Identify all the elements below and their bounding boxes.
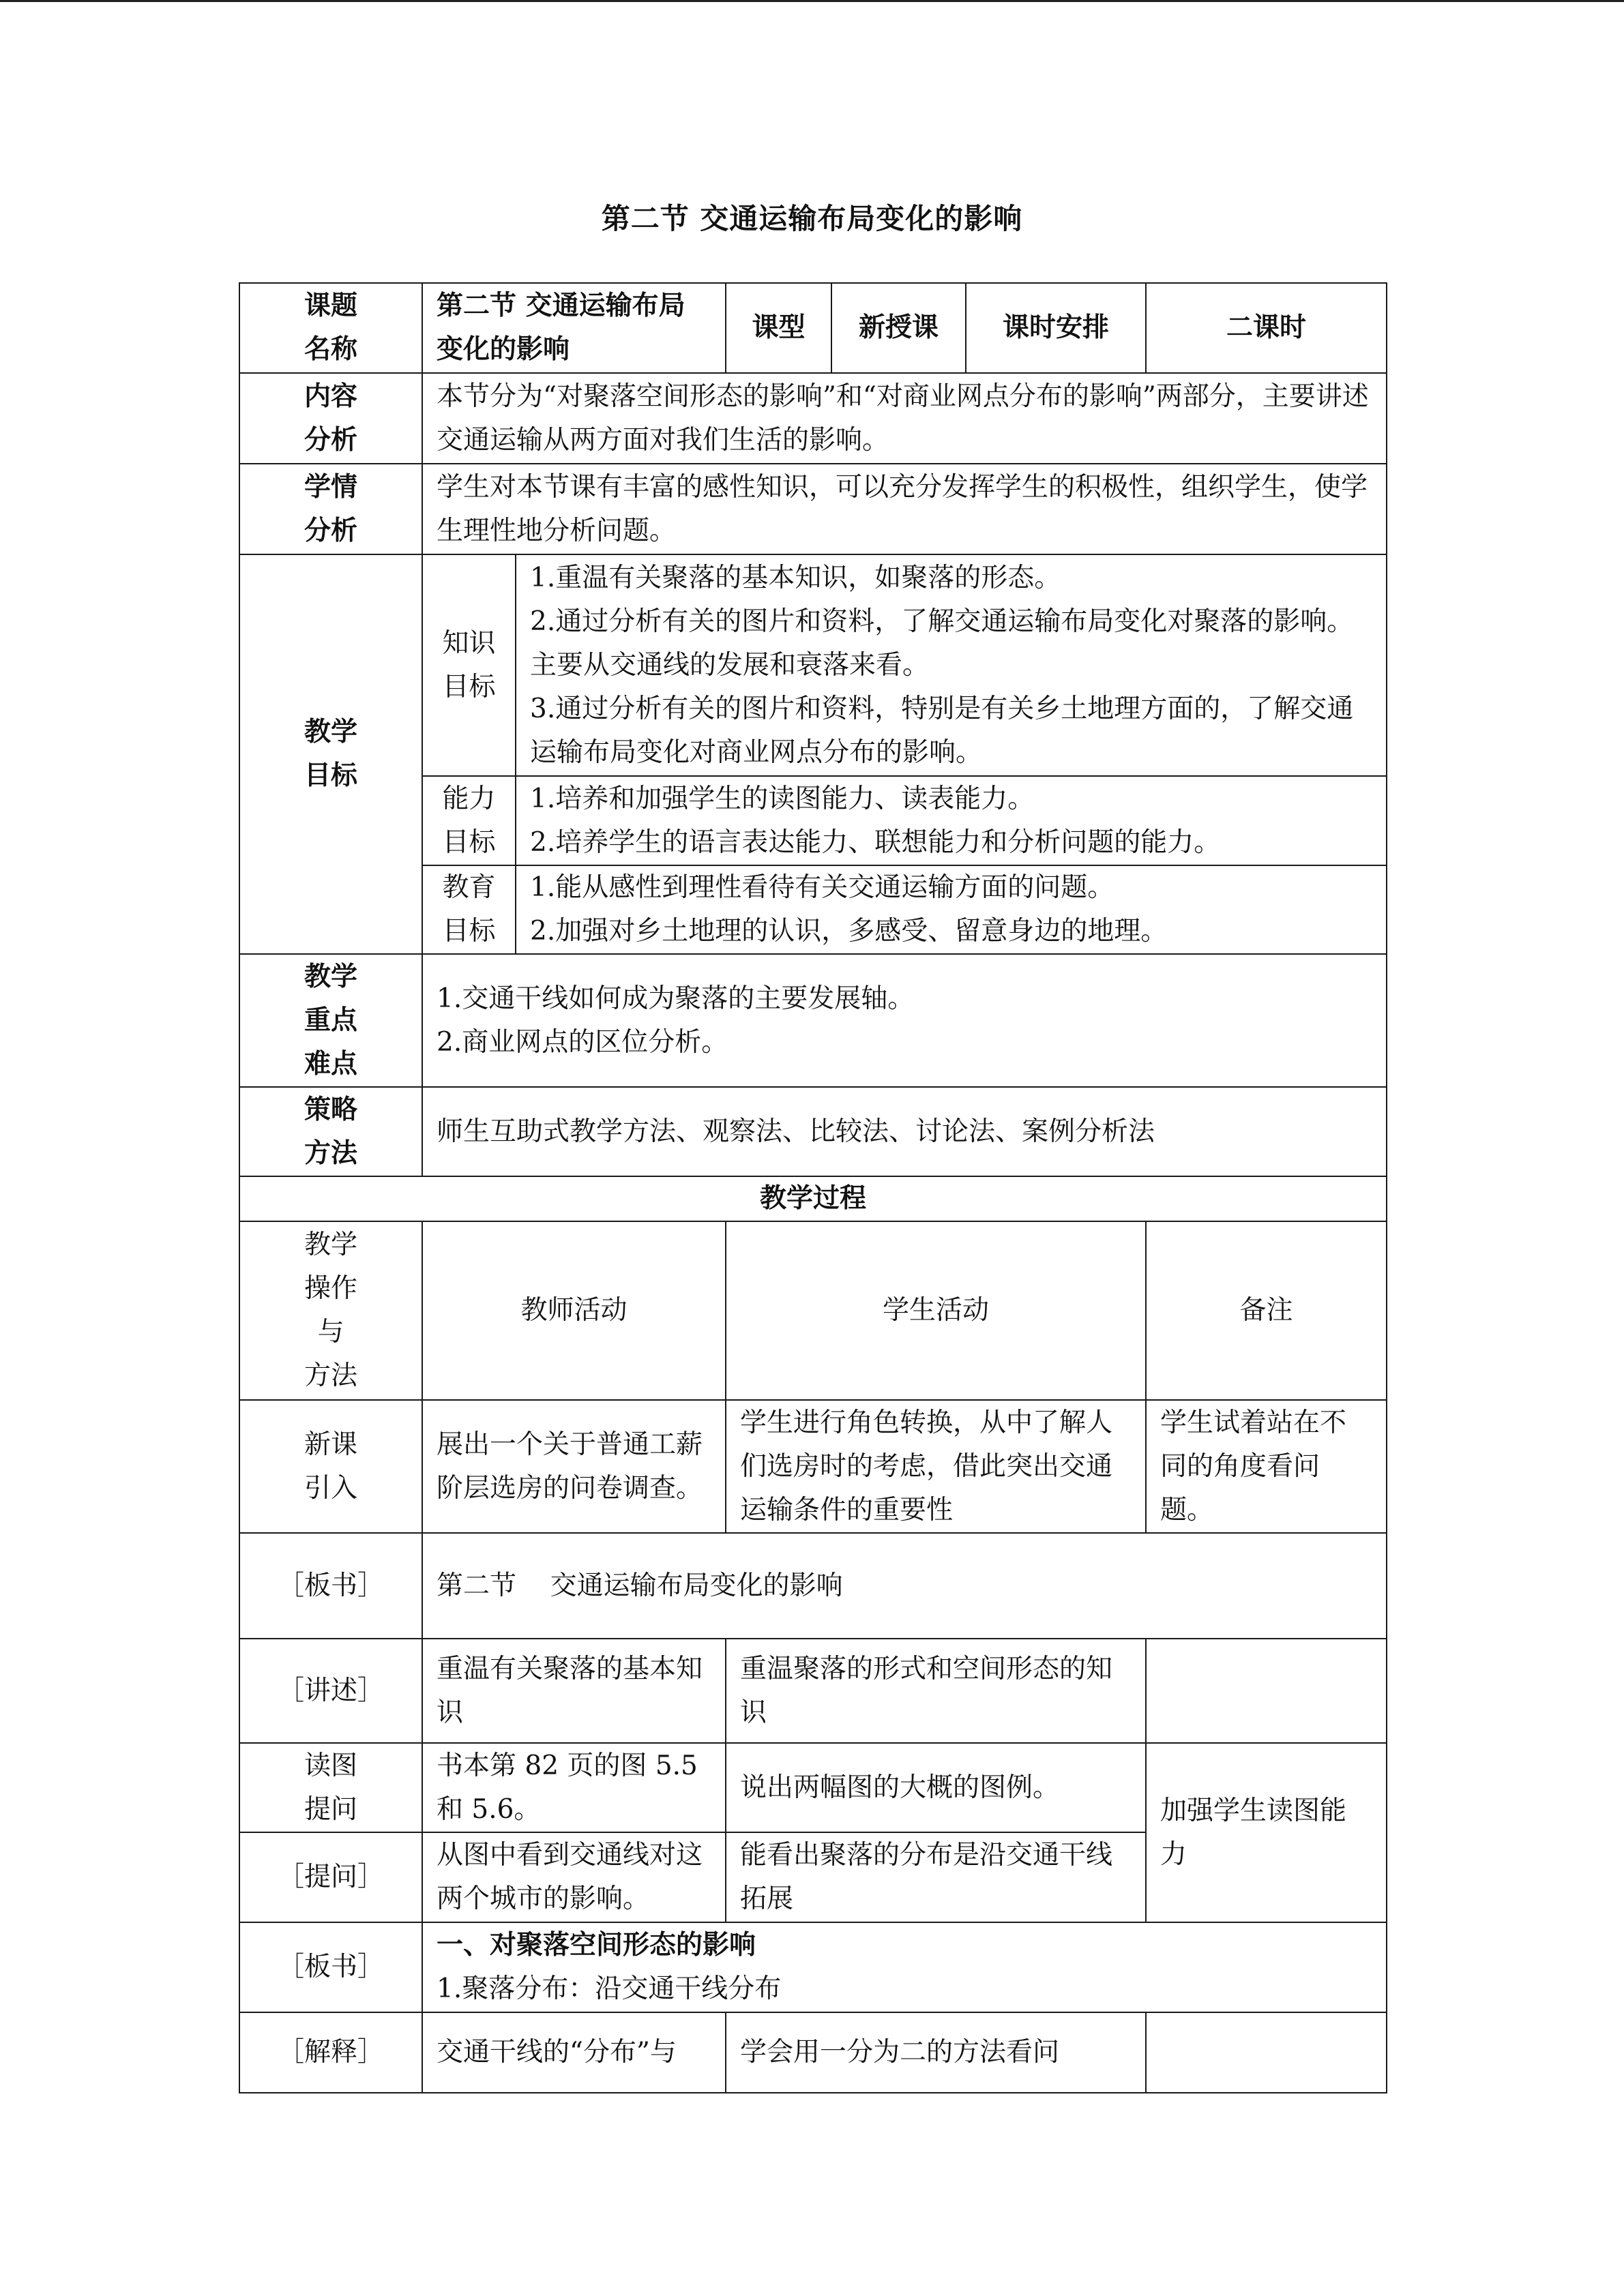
knowledge-objective-row — [239, 554, 1387, 776]
teacher-activity: 展出一个关于普通工薪阶层选房的问卷调查。 — [422, 1400, 726, 1533]
board-heading: 一、对聚落空间形态的影响 — [437, 1930, 756, 1960]
student-analysis-row — [239, 464, 1387, 554]
type-value: 新授课 — [831, 283, 966, 373]
note: 学生试着站在不同的角度看问题。 — [1146, 1400, 1387, 1533]
note — [1146, 2012, 1387, 2093]
step-label: ［讲述］ — [239, 1639, 422, 1743]
col-header-teacher: 教师活动 — [422, 1221, 726, 1400]
step-label: ［板书］ — [239, 1922, 422, 2012]
education-item: 1.能从感性到理性看待有关交通运输方面的问题。 — [530, 872, 1114, 903]
process-heading: 教学过程 — [239, 1176, 1387, 1221]
step-label: ［板书］ — [239, 1533, 422, 1639]
hours-value: 二课时 — [1146, 283, 1387, 373]
student-analysis-text: 学生对本节课有丰富的感性知识，可以充分发挥学生的积极性，组织学生，使学生理性地分析问题。 — [422, 464, 1387, 554]
strategy-row — [239, 1087, 1387, 1176]
process-row-intro — [239, 1400, 1387, 1533]
teacher-activity: 从图中看到交通线对这两个城市的影响。 — [422, 1832, 726, 1922]
step-label: 读图 提问 — [239, 1743, 422, 1832]
student-activity: 能看出聚落的分布是沿交通干线拓展 — [726, 1832, 1146, 1922]
col-header-step: 教学 操作 与 方法 — [239, 1221, 422, 1400]
process-heading-row — [239, 1176, 1387, 1221]
knowledge-item: 3.通过分析有关的图片和资料，特别是有关乡土地理方面的，了解交通运输布局变化对商业网点分布的影响。 — [530, 693, 1354, 768]
process-row-board-2 — [239, 1922, 1387, 2012]
objectives-label: 教学 目标 — [239, 554, 422, 954]
education-objective-list — [516, 865, 1387, 954]
col-header-note: 备注 — [1146, 1221, 1387, 1400]
key-points-label: 教学 重点 难点 — [239, 954, 422, 1087]
content-analysis-label: 内容 分析 — [239, 373, 422, 464]
teacher-activity: 重温有关聚落的基本知识 — [422, 1639, 726, 1743]
process-row-explain — [239, 2012, 1387, 2093]
student-analysis-label: 学情 分析 — [239, 464, 422, 554]
page-top-border — [0, 0, 1624, 2]
strategy-label: 策略 方法 — [239, 1087, 422, 1176]
student-activity: 说出两幅图的大概的图例。 — [726, 1743, 1146, 1832]
page-title: 第二节 交通运输布局变化的影响 — [601, 202, 1023, 235]
ability-objective-label: 能力 目标 — [422, 776, 516, 865]
knowledge-item: 2.通过分析有关的图片和资料，了解交通运输布局变化对聚落的影响。主要从交通线的发展和衰落来看。 — [530, 606, 1354, 681]
student-activity: 重温聚落的形式和空间形态的知识 — [726, 1639, 1146, 1743]
education-item: 2.加强对乡土地理的认识，多感受、留意身边的地理。 — [530, 916, 1168, 946]
note: 加强学生读图能力 — [1146, 1743, 1387, 1922]
topic-row — [239, 283, 1387, 373]
content-analysis-row — [239, 373, 1387, 464]
board-text: 1.聚落分布：沿交通干线分布 — [437, 1973, 782, 2004]
education-objective-label: 教育 目标 — [422, 865, 516, 954]
step-label: ［解释］ — [239, 2012, 422, 2093]
hours-label: 课时安排 — [966, 283, 1146, 373]
board-text: 第二节 交通运输布局变化的影响 — [422, 1533, 1387, 1639]
student-activity: 学生进行角色转换，从中了解人们选房时的考虑，借此突出交通运输条件的重要性 — [726, 1400, 1146, 1533]
knowledge-objective-list — [516, 554, 1387, 776]
ability-objective-list — [516, 776, 1387, 865]
key-points-row — [239, 954, 1387, 1087]
student-activity: 学会用一分为二的方法看问 — [726, 2012, 1146, 2093]
topic-value: 第二节 交通运输布局变化的影响 — [422, 283, 726, 373]
strategy-text: 师生互助式教学方法、观察法、比较法、讨论法、案例分析法 — [422, 1087, 1387, 1176]
topic-label: 课题 名称 — [239, 283, 422, 373]
teacher-activity: 交通干线的“分布”与 — [422, 2012, 726, 2093]
process-row-read-map — [239, 1743, 1387, 1832]
content-analysis-text: 本节分为“对聚落空间形态的影响”和“对商业网点分布的影响”两部分，主要讲述交通运输从两方面对我们生活的影响。 — [422, 373, 1387, 464]
knowledge-objective-label: 知识 目标 — [422, 554, 516, 776]
ability-item: 2.培养学生的语言表达能力、联想能力和分析问题的能力。 — [530, 826, 1221, 858]
key-points-list — [422, 954, 1387, 1087]
note — [1146, 1639, 1387, 1743]
process-row-lecture — [239, 1639, 1387, 1743]
col-header-student: 学生活动 — [726, 1221, 1146, 1400]
step-label: ［提问］ — [239, 1832, 422, 1922]
teacher-activity: 书本第 82 页的图 5.5 和 5.6。 — [422, 1743, 726, 1832]
board-content — [422, 1922, 1387, 2012]
knowledge-item: 1.重温有关聚落的基本知识，如聚落的形态。 — [530, 562, 1061, 593]
ability-item: 1.培养和加强学生的读图能力、读表能力。 — [530, 783, 1035, 814]
key-point-item: 2.商业网点的区位分析。 — [437, 1026, 728, 1058]
type-label: 课型 — [726, 283, 831, 373]
process-row-board-1 — [239, 1533, 1387, 1639]
process-column-header-row — [239, 1221, 1387, 1400]
lesson-plan-table — [239, 282, 1387, 2093]
key-point-item: 1.交通干线如何成为聚落的主要发展轴。 — [437, 983, 915, 1014]
step-label: 新课 引入 — [239, 1400, 422, 1533]
